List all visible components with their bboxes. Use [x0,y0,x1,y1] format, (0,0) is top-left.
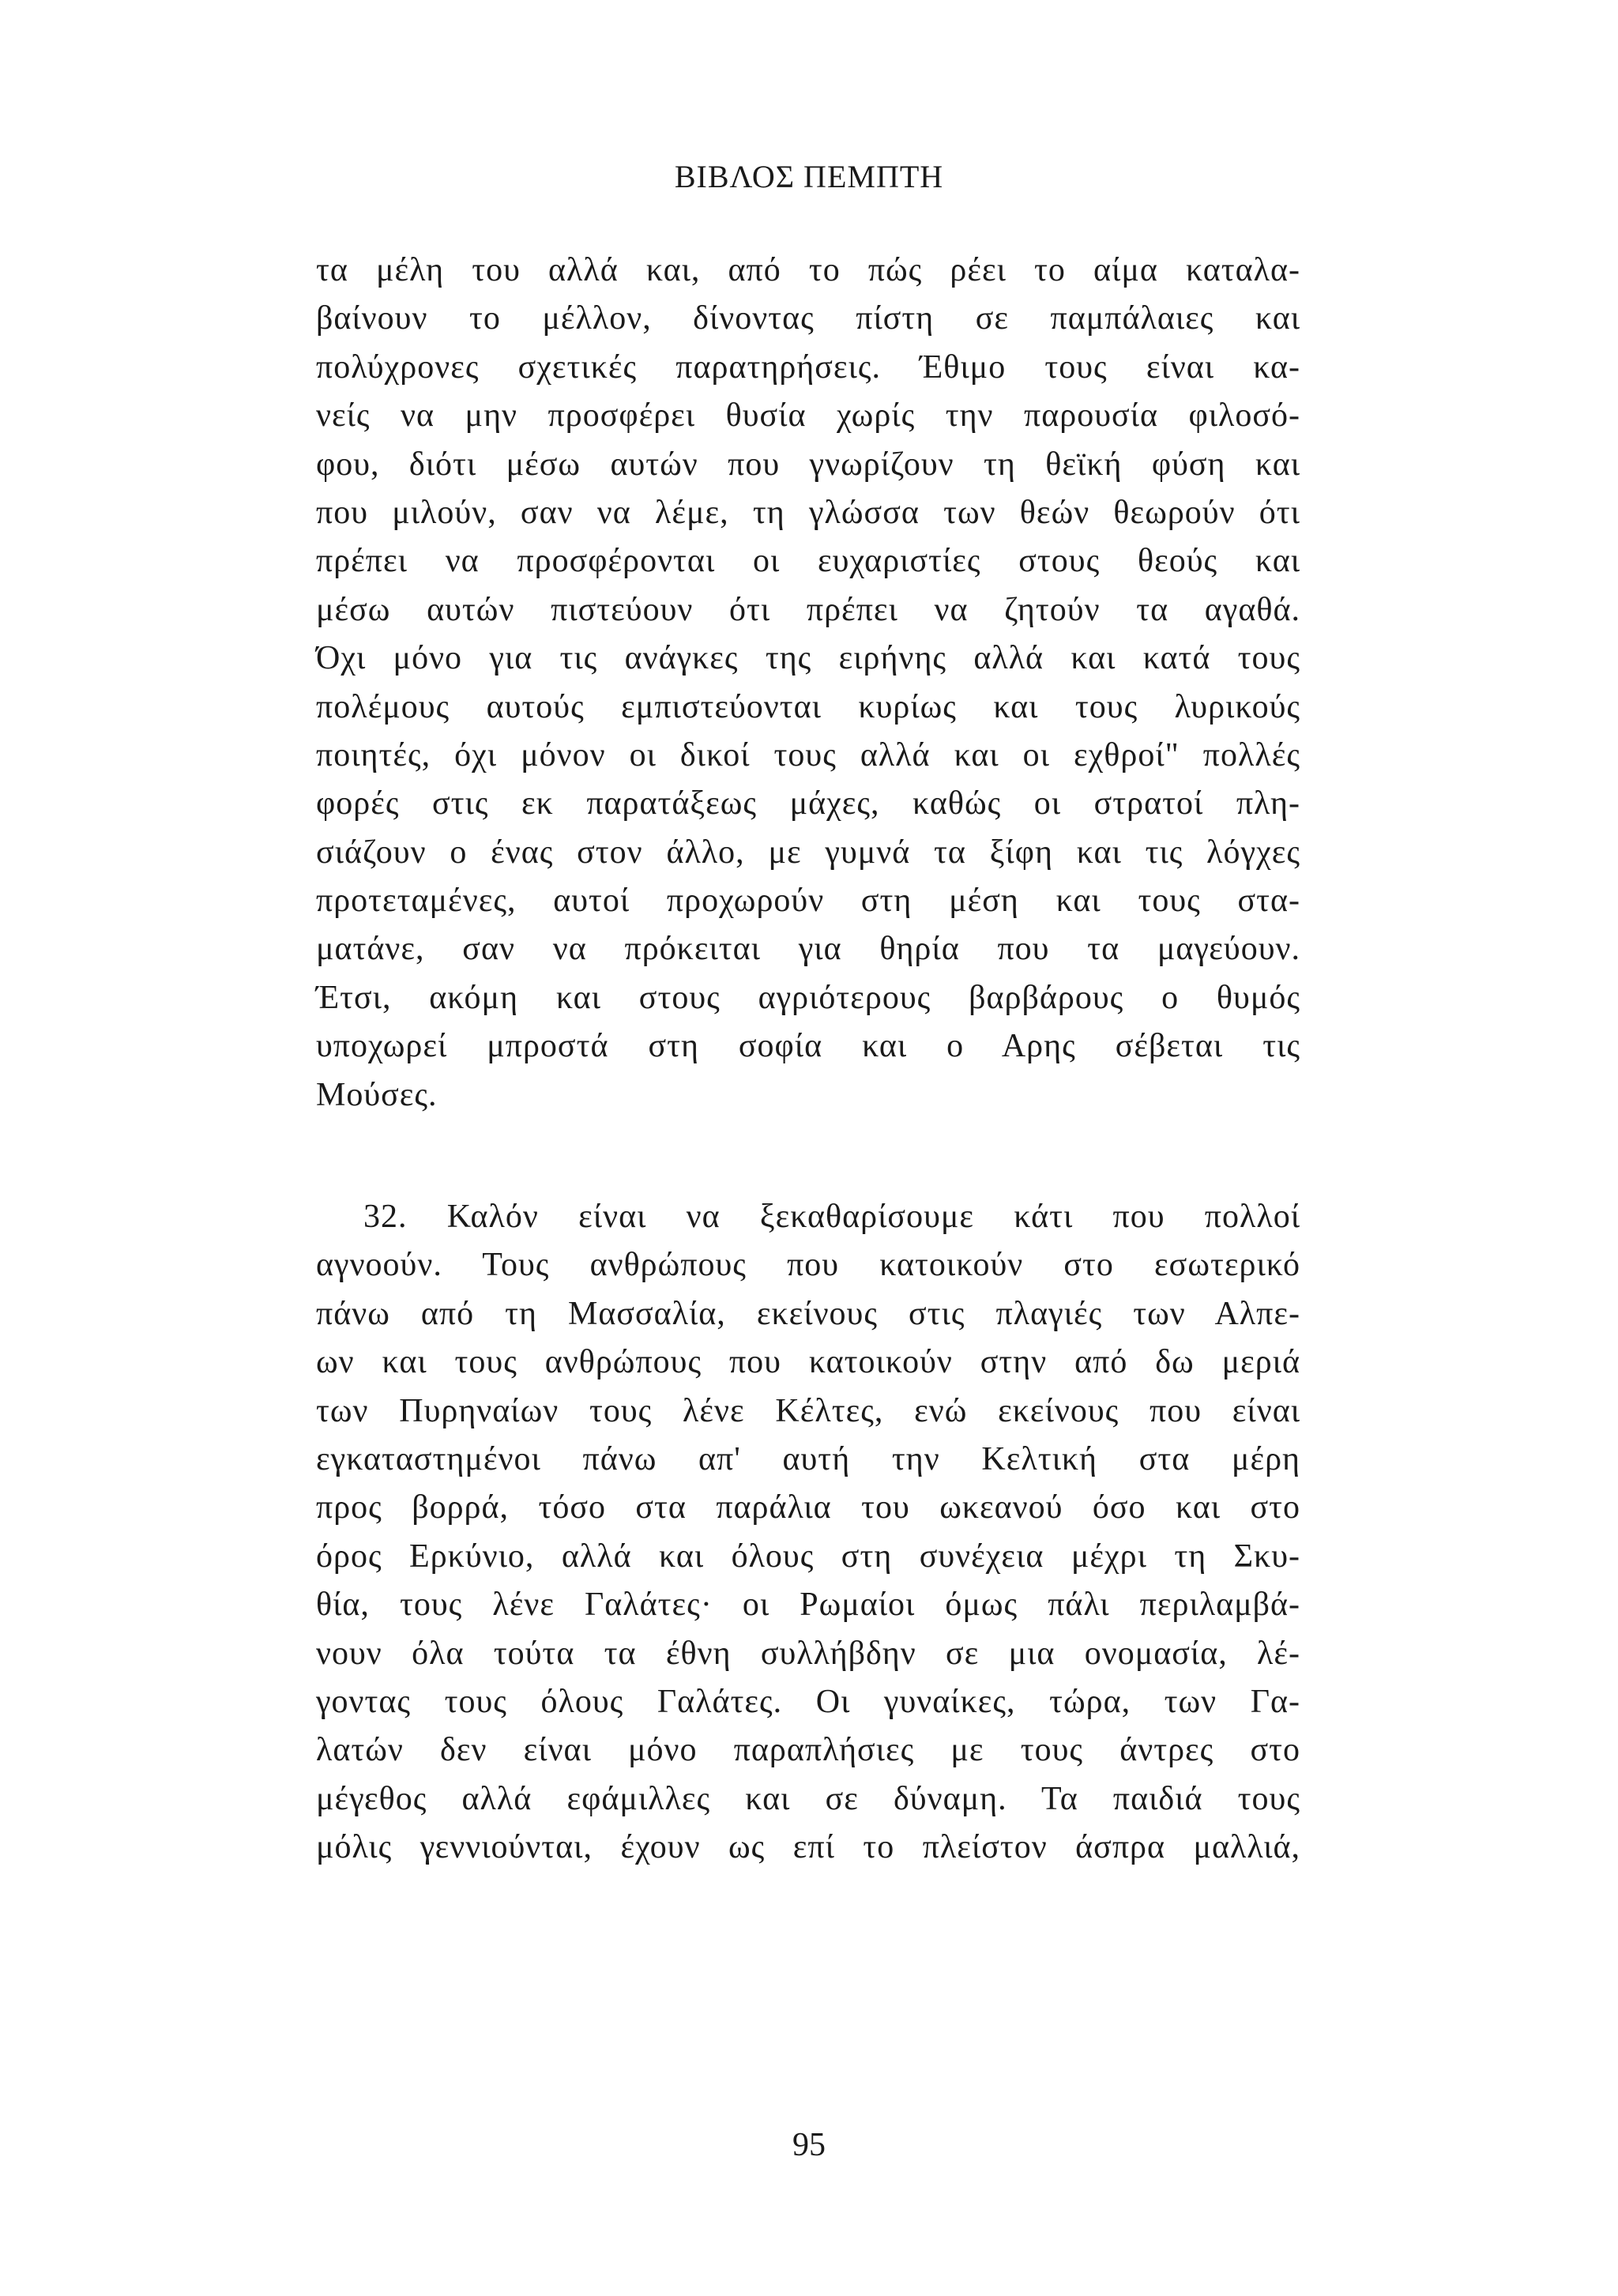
text-line: Έτσι, ακόμη και στους αγριότερους βαρβάρους ο θυμός [316,979,1300,1016]
text-line: νουν όλα τούτα τα έθνη συλλήβδην σε μια ονομασία, λέ- [316,1635,1300,1672]
paragraph-2 [316,1193,1300,1872]
text-line: βαίνουν το μέλλον, δίνοντας πίστη σε παμπάλαιες και [316,300,1300,337]
text-line: φορές στις εκ παρατάξεως μάχες, καθώς οι στρατοί πλη- [316,785,1300,822]
text-line: μέσω αυτών πιστεύουν ότι πρέπει να ζητούν τα αγαθά. [316,591,1300,628]
text-line: των Πυρηναίων τους λένε Κέλτες, ενώ εκείνους που είναι [316,1392,1300,1429]
text-line: πολέμους αυτούς εμπιστεύονται κυρίως και τους λυρικούς [316,688,1300,725]
text-line: Όχι μόνο για τις ανάγκες της ειρήνης αλλά και κατά τους [316,640,1300,677]
text-line: που μιλούν, σαν να λέμε, τη γλώσσα των θεών θεωρούν ότι [316,494,1300,531]
text-line: θία, τους λένε Γαλάτες· οι Ρωμαίοι όμως πάλι περιλαμβά- [316,1586,1300,1624]
text-line: τα μέλη του αλλά και, από το πώς ρέει το αίμα καταλα- [316,252,1300,288]
text-line: 32. Καλόν είναι να ξεκαθαρίσουμε κάτι που πολλοί [363,1199,1300,1236]
text-line: λατών δεν είναι μόνο παραπλήσιες με τους άντρες στο [316,1732,1300,1769]
text-line: φου, διότι μέσω αυτών που γνωρίζουν τη θεϊκή φύση και [316,446,1300,483]
text-line: νείς να μην προσφέρει θυσία χωρίς την παρουσία φιλοσό- [316,397,1300,435]
text-line: μόλις γεννιούνται, έχουν ως επί το πλείστον άσπρα μαλλιά, [316,1829,1300,1866]
text-line: πολύχρονες σχετικές παρατηρήσεις. Έθιμο τους είναι κα- [316,348,1300,386]
text-line: ποιητές, όχι μόνον οι δικοί τους αλλά και οι εχθροί" πολλές [316,736,1300,773]
text-line: όρος Ερκύνιο, αλλά και όλους στη συνέχεια μέχρι τη Σκυ- [316,1538,1300,1575]
text-line: προς βορρά, τόσο στα παράλια του ωκεανού όσο και στο [316,1489,1300,1526]
text-line: ων και τους ανθρώπους που κατοικούν στην από δω μεριά [316,1344,1300,1381]
text-line: Μούσες. [316,1076,438,1113]
text-line: προτεταμένες, αυτοί προχωρούν στη μέση και τους στα- [316,883,1300,920]
body-text [316,247,1300,1873]
text-line: υποχωρεί μπροστά στη σοφία και ο Αρης σέβεται τις [316,1028,1300,1065]
text-line: μέγεθος αλλά εφάμιλλες και σε δύναμη. Τα παιδιά τους [316,1780,1300,1817]
text-line: αγνοούν. Τους ανθρώπους που κατοικούν στο εσωτερικό [316,1247,1300,1284]
running-head: ΒΙΒΛΟΣ ΠΕΜΠΤΗ [674,159,944,194]
text-line: εγκαταστημένοι πάνω απ' αυτή την Κελτική στα μέρη [316,1440,1300,1477]
text-line: γοντας τους όλους Γαλάτες. Οι γυναίκες, τώρα, των Γα- [316,1683,1300,1720]
text-line: ματάνε, σαν να πρόκειται για θηρία που τα μαγεύουν. [316,931,1300,968]
text-line: πρέπει να προσφέρονται οι ευχαριστίες στους θεούς και [316,543,1300,580]
paragraph-1 [316,247,1300,1120]
text-line: πάνω από τη Μασσαλία, εκείνους στις πλαγιές των Αλπε- [316,1295,1300,1332]
page-number: 95 [792,2127,826,2163]
paragraph-spacer [316,1120,1300,1193]
text-line: σιάζουν ο ένας στον άλλο, με γυμνά τα ξίφη και τις λόγχες [316,834,1300,871]
